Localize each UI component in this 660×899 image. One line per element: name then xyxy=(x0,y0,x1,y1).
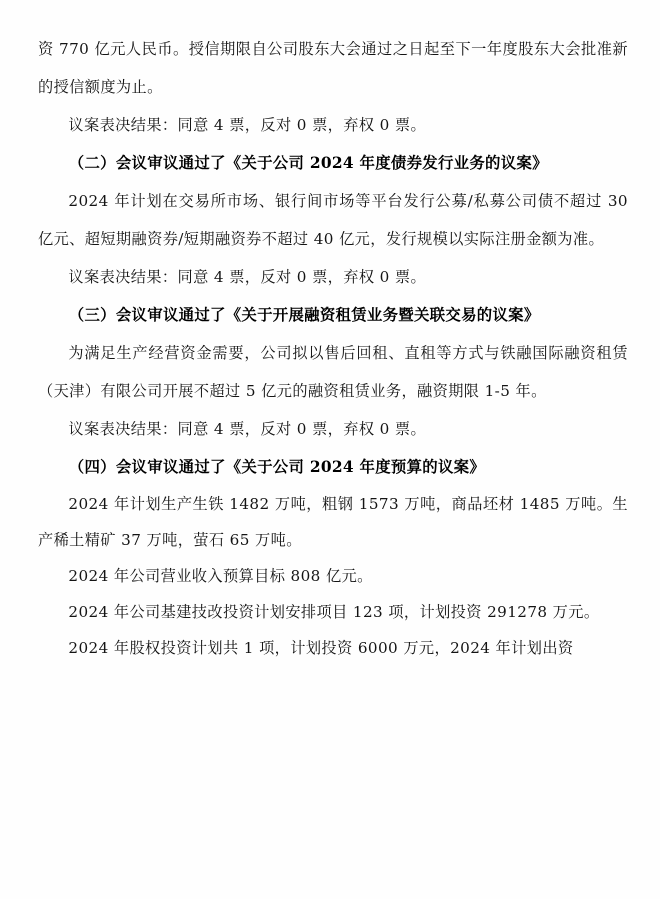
heading-resolution-four: （四）会议审议通过了《关于公司 2024 年度预算的议案》 xyxy=(68,458,486,476)
paragraph-budget-production: 2024 年计划生产生铁 1482 万吨，粗钢 1573 万吨，商品坯材 1485 万吨。生产稀土精矿 37 万吨，萤石 65 万吨。 xyxy=(38,495,628,549)
paragraph-credit-continued: 资 770 亿元人民币。授信期限自公司股东大会通过之日起至下一年度股东大会批准新的授信额度为止。 xyxy=(38,40,628,96)
paragraph-resolution-three-body: 为满足生产经营资金需要，公司拟以售后回租、直租等方式与铁融国际融资租赁（天津）有限公司开展不超过 5 亿元的融资租赁业务，融资期限 1-5 年。 xyxy=(38,344,628,400)
heading-resolution-three: （三）会议审议通过了《关于开展融资租赁业务暨关联交易的议案》 xyxy=(68,306,540,324)
paragraph-budget-equity-investment: 2024 年股权投资计划共 1 项，计划投资 6000 万元，2024 年计划出资 xyxy=(68,639,574,657)
heading-resolution-two: （二）会议审议通过了《关于公司 2024 年度债券发行业务的议案》 xyxy=(68,154,548,172)
paragraph-budget-revenue: 2024 年公司营业收入预算目标 808 亿元。 xyxy=(68,567,373,585)
paragraph-resolution-two-body: 2024 年计划在交易所市场、银行间市场等平台发行公募/私募公司债不超过 30 亿元、超短期融资券/短期融资券不超过 40 亿元，发行规模以实际注册金额为准。 xyxy=(38,192,628,248)
paragraph-vote-result-3: 议案表决结果：同意 4 票，反对 0 票，弃权 0 票。 xyxy=(68,420,427,438)
document-body xyxy=(38,30,628,666)
paragraph-vote-result-2: 议案表决结果：同意 4 票，反对 0 票，弃权 0 票。 xyxy=(68,268,427,286)
paragraph-vote-result-1: 议案表决结果：同意 4 票，反对 0 票，弃权 0 票。 xyxy=(68,116,427,134)
paragraph-budget-capex: 2024 年公司基建技改投资计划安排项目 123 项，计划投资 291278 万元。 xyxy=(68,603,600,621)
